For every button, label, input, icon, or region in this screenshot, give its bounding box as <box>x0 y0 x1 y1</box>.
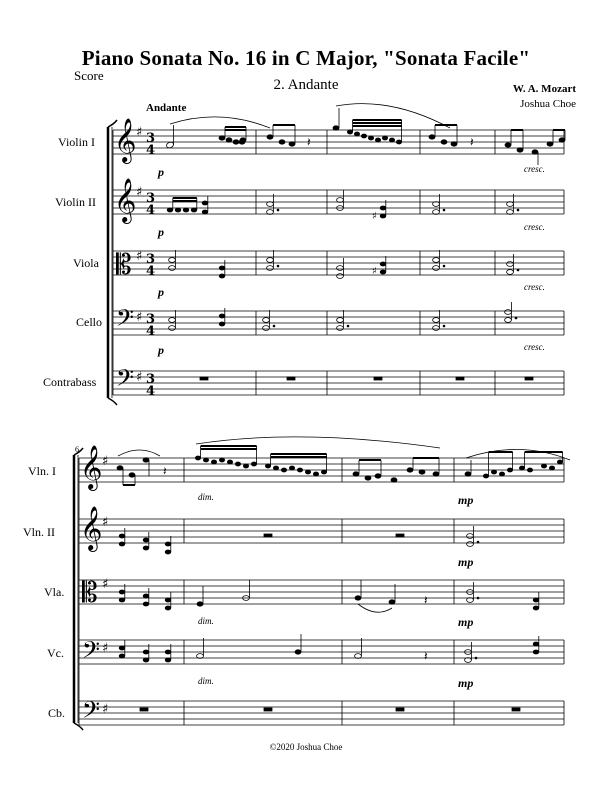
instrument-name: Viola <box>73 256 99 270</box>
bass-clef-icon: 𝄢 <box>82 696 101 729</box>
treble-clef-icon: 𝄞 <box>80 506 103 550</box>
sharp-icon: ♯ <box>136 125 143 140</box>
svg-text:𝄽: 𝄽 <box>424 649 428 663</box>
cresc-mark: cresc. <box>524 222 545 232</box>
svg-text:𝄽: 𝄽 <box>424 593 428 607</box>
sharp-icon: ♯ <box>136 310 143 325</box>
dynamic-mark: p <box>158 343 164 357</box>
instrument-name: Violin I <box>58 135 95 149</box>
sharp-icon: ♯ <box>136 249 143 264</box>
dim-mark: dim. <box>198 492 214 502</box>
time-sig-top: 3 <box>146 312 156 327</box>
dim-mark: dim. <box>198 616 214 626</box>
time-sig-top: 3 <box>146 191 156 206</box>
sharp-icon: ♯ <box>102 515 109 530</box>
bass-clef-icon: 𝄢 <box>116 304 135 337</box>
composer-name: W. A. Mozart <box>512 83 576 95</box>
instrument-name: Vla. <box>44 585 65 599</box>
system2-staves <box>79 458 564 725</box>
sharp-icon: ♯ <box>102 577 109 592</box>
arranger-name: Joshua Choe <box>520 98 576 110</box>
time-sig-top: 3 <box>146 372 156 387</box>
movement-title: 2. Andante <box>273 77 339 93</box>
time-sig-bottom: 4 <box>146 203 156 218</box>
instrument-name: Vc. <box>47 646 64 660</box>
instrument-name: Cello <box>76 315 102 329</box>
dynamic-mark: p <box>158 285 164 299</box>
cresc-mark: cresc. <box>524 164 545 174</box>
svg-text:♯: ♯ <box>372 211 377 222</box>
treble-clef-icon: 𝄞 <box>114 118 137 162</box>
bass-clef-icon: 𝄢 <box>82 636 101 669</box>
time-sig-bottom: 4 <box>146 384 156 399</box>
dynamic-mark: mp <box>458 555 474 569</box>
alto-clef-icon: 𝄡 <box>82 576 98 609</box>
dim-mark: dim. <box>198 676 214 686</box>
dynamic-mark: mp <box>458 493 474 507</box>
time-sig-bottom: 4 <box>146 324 156 339</box>
cresc-mark: cresc. <box>524 282 545 292</box>
tempo-marking: Andante <box>146 102 187 114</box>
instrument-name: Contrabass <box>43 375 97 389</box>
alto-clef-icon: 𝄡 <box>116 248 132 281</box>
svg-text:𝄽: 𝄽 <box>307 135 311 149</box>
measure-number: 6 <box>75 445 79 454</box>
dynamic-mark: p <box>158 165 164 179</box>
treble-clef-icon: 𝄞 <box>114 178 137 222</box>
system1-notes <box>166 104 565 165</box>
dynamic-mark: mp <box>458 615 474 629</box>
cresc-mark: cresc. <box>524 342 545 352</box>
dynamic-mark: p <box>158 225 164 239</box>
sharp-icon: ♯ <box>102 454 109 469</box>
system2-notes <box>117 437 570 711</box>
bass-clef-icon: 𝄢 <box>116 364 135 397</box>
time-sig-bottom: 4 <box>146 264 156 279</box>
dynamic-mark: mp <box>458 676 474 690</box>
instrument-name: Vln. I <box>28 464 56 478</box>
system1-staves <box>113 130 564 395</box>
time-sig-top: 3 <box>146 131 156 146</box>
sharp-icon: ♯ <box>136 185 143 200</box>
system1-lower-notes <box>167 190 533 380</box>
sharp-icon: ♯ <box>136 370 143 385</box>
piece-title: Piano Sonata No. 16 in C Major, "Sonata Facile" <box>81 46 531 70</box>
svg-text:𝄽: 𝄽 <box>470 135 474 149</box>
time-sig-bottom: 4 <box>146 143 156 158</box>
instrument-name: Vln. II <box>23 525 55 539</box>
treble-clef-icon: 𝄞 <box>80 445 103 489</box>
copyright-notice: ©2020 Joshua Choe <box>269 742 343 752</box>
instrument-name: Violin II <box>55 195 96 209</box>
score-label: Score <box>74 68 104 83</box>
svg-text:𝄽: 𝄽 <box>163 464 167 478</box>
sharp-icon: ♯ <box>102 641 109 656</box>
sharp-icon: ♯ <box>102 702 109 717</box>
instrument-name: Cb. <box>48 706 66 720</box>
time-sig-top: 3 <box>146 252 156 267</box>
svg-text:♯: ♯ <box>372 266 377 277</box>
